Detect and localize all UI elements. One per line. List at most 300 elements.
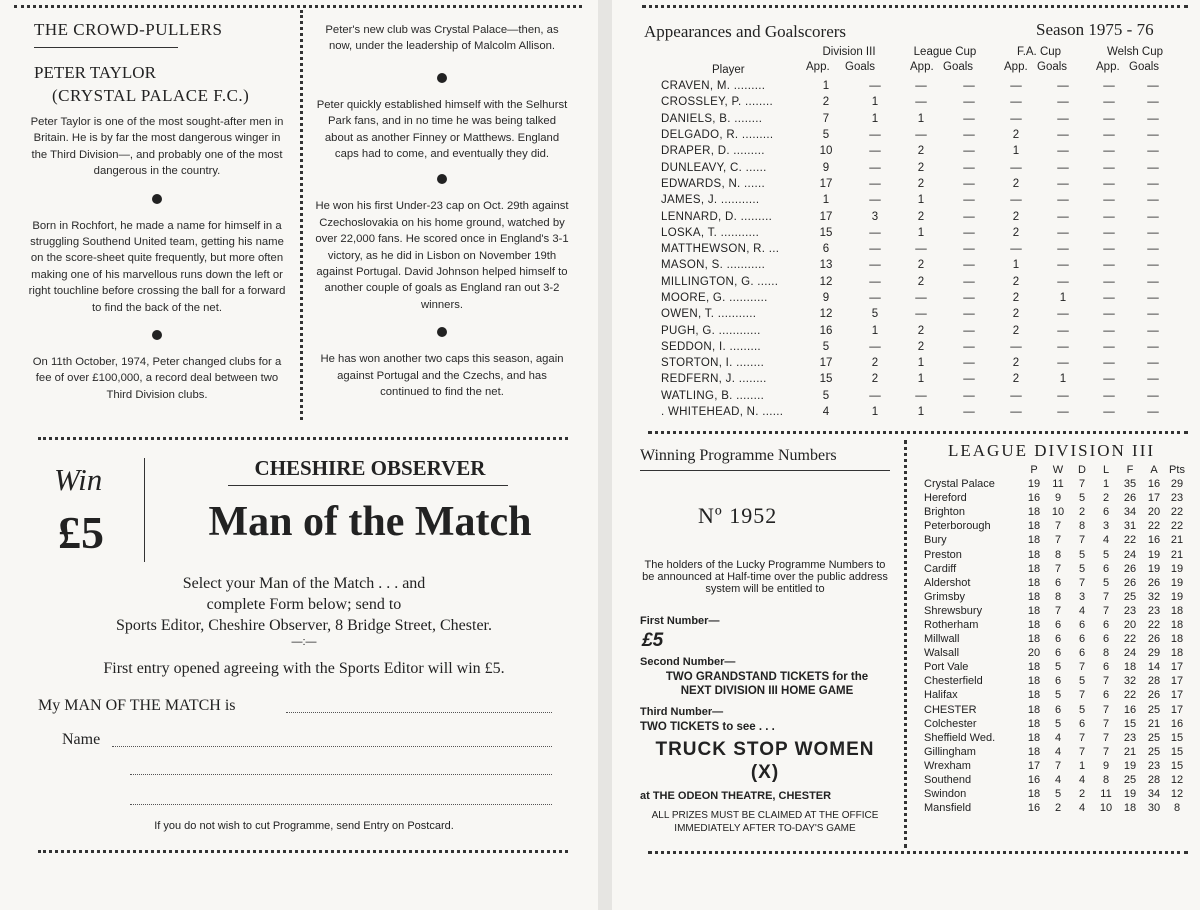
league-column-header: L bbox=[1102, 464, 1110, 476]
league-stat-cell: 5 bbox=[1078, 675, 1086, 688]
address-entry-line[interactable] bbox=[130, 774, 552, 775]
league-stat-cell: 8 bbox=[1102, 647, 1110, 660]
stat-cell: — bbox=[963, 177, 975, 190]
player-name-cell: EDWARDS, N. ...... bbox=[661, 177, 766, 190]
team-name-cell: Swindon bbox=[924, 788, 967, 801]
league-stat-cell: 14 bbox=[1147, 661, 1161, 674]
league-stat-cell: 15 bbox=[1170, 731, 1184, 744]
team-name-cell: Bury bbox=[924, 534, 947, 547]
second-prize: TWO GRANDSTAND TICKETS for the NEXT DIVISION III HOME GAME bbox=[665, 671, 869, 697]
league-row bbox=[922, 505, 1188, 519]
league-stat-cell: 18 bbox=[1027, 703, 1041, 716]
team-name-cell: Aldershot bbox=[924, 576, 971, 589]
stat-cell: — bbox=[869, 226, 881, 239]
stat-cell: — bbox=[1057, 161, 1069, 174]
stat-cell: — bbox=[1057, 406, 1069, 419]
stat-cell: — bbox=[869, 129, 881, 142]
article-paragraph: Born in Rochfort, he made a name for himself in a struggling Southend United team, getting his name on the score-sheet quite frequently, but more often making one of his marvellous runs down the left or right touchline before crossing the ball for a forward to find the back of the net. bbox=[28, 219, 286, 314]
stat-cell: — bbox=[963, 145, 975, 158]
stat-cell: — bbox=[1103, 112, 1115, 125]
league-row bbox=[922, 801, 1188, 815]
article-paragraph: Peter Taylor is one of the most sought-after men in Britain. He is by far the most dangerous winger in the Third Division—, and probably one of the most dangerous in the country. bbox=[30, 116, 284, 178]
league-stat-cell: 6 bbox=[1078, 618, 1086, 631]
league-stat-cell: 8 bbox=[1054, 548, 1062, 561]
league-stat-cell: 12 bbox=[1170, 788, 1184, 801]
stat-cell: — bbox=[1057, 80, 1069, 93]
league-stat-cell: 18 bbox=[1170, 618, 1184, 631]
win-box-rule bbox=[144, 458, 145, 562]
stat-cell: — bbox=[1057, 210, 1069, 223]
stat-cell: 1 bbox=[871, 96, 879, 109]
league-stat-cell: 19 bbox=[1147, 562, 1161, 575]
league-stat-cell: 34 bbox=[1147, 788, 1161, 801]
league-stat-cell: 6 bbox=[1054, 618, 1062, 631]
stat-cell: 2 bbox=[917, 259, 925, 272]
team-name-cell: Halifax bbox=[924, 689, 958, 702]
stat-cell: — bbox=[1010, 80, 1022, 93]
league-row bbox=[922, 717, 1188, 731]
league-stat-cell: 16 bbox=[1027, 774, 1041, 787]
league-stat-cell: 17 bbox=[1027, 759, 1041, 772]
stat-cell: — bbox=[1057, 340, 1069, 353]
stat-cell: — bbox=[869, 340, 881, 353]
league-stat-cell: 22 bbox=[1170, 520, 1184, 533]
stat-cell: — bbox=[963, 80, 975, 93]
top-dotted-border bbox=[642, 5, 1188, 8]
stat-cell: 2 bbox=[1012, 275, 1020, 288]
league-stat-cell: 16 bbox=[1027, 492, 1041, 505]
stat-cell: 2 bbox=[1012, 373, 1020, 386]
stat-cell: 16 bbox=[819, 324, 833, 337]
stat-cell: 1 bbox=[822, 80, 830, 93]
stat-cell: — bbox=[1147, 226, 1159, 239]
address-entry-line[interactable] bbox=[130, 804, 552, 805]
competition-title: Man of the Match bbox=[208, 499, 532, 545]
league-stat-cell: 17 bbox=[1147, 492, 1161, 505]
stat-cell: — bbox=[1103, 275, 1115, 288]
stat-cell: — bbox=[1057, 145, 1069, 158]
league-stat-cell: 8 bbox=[1078, 520, 1086, 533]
league-stat-cell: 7 bbox=[1054, 520, 1062, 533]
article-column-2 bbox=[314, 22, 570, 401]
stat-cell: — bbox=[915, 308, 927, 321]
stat-cell: — bbox=[1010, 389, 1022, 402]
stat-cell: — bbox=[963, 292, 975, 304]
league-stat-cell: 25 bbox=[1147, 703, 1161, 716]
league-stat-cell: 7 bbox=[1102, 703, 1110, 716]
winning-numbers-title: Winning Programme Numbers bbox=[640, 447, 837, 464]
stat-cell: — bbox=[1147, 406, 1159, 419]
league-column-header: A bbox=[1150, 464, 1158, 476]
player-name-cell: OWEN, T. ........... bbox=[661, 308, 757, 321]
article-paragraph: Peter's new club was Crystal Palace—then, as now, under the leadership of Malcolm Allison. bbox=[325, 24, 559, 53]
stat-cell: — bbox=[869, 275, 881, 288]
league-stat-cell: 19 bbox=[1170, 590, 1184, 603]
league-stat-cell: 7 bbox=[1078, 745, 1086, 758]
league-stat-cell: 22 bbox=[1123, 633, 1137, 646]
league-stat-cell: 19 bbox=[1027, 478, 1041, 491]
app-header: App. bbox=[1096, 61, 1120, 73]
player-club: (CRYSTAL PALACE F.C.) bbox=[52, 86, 250, 105]
league-stat-cell: 6 bbox=[1102, 562, 1110, 575]
league-stat-cell: 7 bbox=[1078, 661, 1086, 674]
player-row bbox=[657, 208, 1173, 224]
league-stat-cell: 4 bbox=[1102, 534, 1110, 547]
stat-cell: 2 bbox=[917, 210, 925, 223]
bullet-separator bbox=[437, 174, 447, 184]
stat-cell: — bbox=[869, 194, 881, 207]
league-stat-cell: 5 bbox=[1102, 576, 1110, 589]
third-number-label: Third Number— bbox=[640, 706, 724, 718]
player-column-header: Player bbox=[712, 64, 745, 76]
winning-programme-number: Nº 1952 bbox=[698, 503, 778, 528]
fa-cup-header: F.A. Cup bbox=[1016, 46, 1062, 58]
stat-cell: — bbox=[1103, 373, 1115, 386]
stat-cell: — bbox=[1057, 226, 1069, 239]
stat-cell: — bbox=[1057, 243, 1069, 256]
player-row bbox=[657, 78, 1173, 94]
bottom-dotted-border bbox=[38, 850, 568, 853]
stat-cell: — bbox=[1057, 259, 1069, 272]
motm-entry-field[interactable] bbox=[286, 712, 552, 713]
league-stat-cell: 5 bbox=[1078, 548, 1086, 561]
stat-cell: — bbox=[1103, 96, 1115, 109]
player-row bbox=[657, 143, 1173, 159]
league-stat-cell: 5 bbox=[1054, 788, 1062, 801]
league-stat-cell: 28 bbox=[1147, 774, 1161, 787]
league-stat-cell: 18 bbox=[1027, 661, 1041, 674]
league-stat-cell: 19 bbox=[1123, 759, 1137, 772]
stat-cell: 1 bbox=[917, 406, 925, 419]
bullet-separator bbox=[152, 330, 162, 340]
stat-cell: 2 bbox=[917, 161, 925, 174]
league-stat-cell: 22 bbox=[1123, 534, 1137, 547]
league-stat-cell: 21 bbox=[1170, 548, 1184, 561]
second-number-label: Second Number— bbox=[640, 656, 736, 668]
league-stat-cell: 18 bbox=[1027, 534, 1041, 547]
team-name-cell: Port Vale bbox=[924, 661, 969, 674]
player-name-cell: PUGH, G. ............ bbox=[661, 324, 761, 337]
stat-cell: 17 bbox=[819, 357, 833, 370]
stat-cell: 2 bbox=[917, 177, 925, 190]
stat-cell: — bbox=[1010, 406, 1022, 419]
league-stat-cell: 6 bbox=[1102, 506, 1110, 519]
league-row bbox=[922, 562, 1188, 576]
stat-cell: — bbox=[1010, 194, 1022, 207]
league-row bbox=[922, 533, 1188, 547]
stat-cell: 2 bbox=[1012, 308, 1020, 321]
appearances-table bbox=[657, 78, 1173, 420]
team-name-cell: Cardiff bbox=[924, 562, 957, 575]
stat-cell: 5 bbox=[822, 129, 830, 142]
league-stat-cell: 23 bbox=[1147, 759, 1161, 772]
league-stat-cell: 19 bbox=[1147, 548, 1161, 561]
column-divider bbox=[300, 10, 303, 420]
stat-cell: 2 bbox=[871, 357, 879, 370]
league-stat-cell: 35 bbox=[1123, 478, 1137, 491]
player-row bbox=[657, 159, 1173, 175]
stat-cell: — bbox=[1147, 308, 1159, 321]
team-name-cell: Hereford bbox=[924, 492, 967, 505]
league-row bbox=[922, 660, 1188, 674]
stat-cell: — bbox=[1103, 340, 1115, 353]
competition-instructions bbox=[44, 573, 564, 636]
league-stat-cell: 18 bbox=[1123, 661, 1137, 674]
stat-cell: — bbox=[1147, 145, 1159, 158]
player-name-cell: STORTON, I. ........ bbox=[661, 357, 765, 370]
player-name-cell: MILLINGTON, G. ...... bbox=[661, 275, 779, 288]
league-stat-cell: 5 bbox=[1054, 689, 1062, 702]
league-stat-cell: 22 bbox=[1123, 689, 1137, 702]
player-row bbox=[657, 241, 1173, 257]
league-stat-cell: 16 bbox=[1027, 802, 1041, 815]
league-row bbox=[922, 731, 1188, 745]
league-stat-cell: 4 bbox=[1054, 774, 1062, 787]
team-name-cell: Peterborough bbox=[924, 520, 991, 533]
league-row bbox=[922, 547, 1188, 561]
league-stat-cell: 5 bbox=[1078, 492, 1086, 505]
stat-cell: — bbox=[915, 292, 927, 304]
league-stat-cell: 9 bbox=[1102, 759, 1110, 772]
league-stat-cell: 29 bbox=[1147, 647, 1161, 660]
stat-cell: — bbox=[1057, 129, 1069, 142]
stat-cell: 2 bbox=[1012, 292, 1020, 304]
league-column-header: D bbox=[1078, 464, 1086, 476]
league-stat-cell: 12 bbox=[1170, 774, 1184, 787]
league-stat-cell: 7 bbox=[1054, 562, 1062, 575]
stat-cell: — bbox=[1147, 243, 1159, 256]
league-stat-cell: 8 bbox=[1102, 774, 1110, 787]
small-divider: —:— bbox=[291, 636, 317, 648]
league-stat-cell: 20 bbox=[1027, 647, 1041, 660]
stat-cell: 1 bbox=[917, 112, 925, 125]
stat-cell: 15 bbox=[819, 226, 833, 239]
player-name-cell: DANIELS, B. ........ bbox=[661, 112, 763, 125]
league-stat-cell: 6 bbox=[1054, 647, 1062, 660]
league-row bbox=[922, 759, 1188, 773]
stat-cell: 10 bbox=[819, 145, 833, 158]
stat-cell: — bbox=[1010, 161, 1022, 174]
crowd-pullers-heading: THE CROWD-PULLERS bbox=[34, 20, 223, 39]
stat-cell: 1 bbox=[1012, 145, 1020, 158]
league-stat-cell: 19 bbox=[1123, 788, 1137, 801]
team-name-cell: Preston bbox=[924, 548, 962, 561]
stat-cell: 1 bbox=[917, 226, 925, 239]
league-stat-cell: 6 bbox=[1078, 717, 1086, 730]
stat-cell: — bbox=[1103, 80, 1115, 93]
stat-cell: — bbox=[869, 259, 881, 272]
stat-cell: — bbox=[1010, 340, 1022, 353]
league-stat-cell: 3 bbox=[1102, 520, 1110, 533]
division-iii-header: Division III bbox=[822, 46, 876, 58]
team-name-cell: Mansfield bbox=[924, 802, 972, 815]
player-name-cell: WATLING, B. ........ bbox=[661, 389, 765, 402]
stat-cell: — bbox=[1010, 96, 1022, 109]
top-dotted-border bbox=[14, 5, 582, 8]
stat-cell: — bbox=[1057, 357, 1069, 370]
stat-cell: — bbox=[1103, 308, 1115, 321]
stat-cell: — bbox=[1147, 292, 1159, 304]
league-row bbox=[922, 646, 1188, 660]
stat-cell: — bbox=[1057, 308, 1069, 321]
stat-cell: — bbox=[869, 389, 881, 402]
league-row bbox=[922, 491, 1188, 505]
league-column-header: Pts bbox=[1169, 464, 1185, 476]
league-stat-cell: 9 bbox=[1054, 492, 1062, 505]
stat-cell: 2 bbox=[917, 340, 925, 353]
stat-cell: — bbox=[1103, 129, 1115, 142]
league-stat-cell: 18 bbox=[1027, 548, 1041, 561]
stat-cell: — bbox=[1147, 373, 1159, 386]
league-stat-cell: 17 bbox=[1170, 703, 1184, 716]
stat-cell: — bbox=[1103, 406, 1115, 419]
league-stat-cell: 18 bbox=[1170, 604, 1184, 617]
stat-cell: — bbox=[963, 194, 975, 207]
league-stat-cell: 5 bbox=[1078, 703, 1086, 716]
league-stat-cell: 25 bbox=[1123, 774, 1137, 787]
league-stat-cell: 18 bbox=[1027, 731, 1041, 744]
stat-cell: — bbox=[1103, 259, 1115, 272]
stat-cell: 2 bbox=[917, 324, 925, 337]
team-name-cell: Gillingham bbox=[924, 745, 976, 758]
player-row bbox=[657, 192, 1173, 208]
player-name-cell: SEDDON, I. ......... bbox=[661, 340, 761, 353]
league-stat-cell: 5 bbox=[1054, 717, 1062, 730]
team-name-cell: CHESTER bbox=[924, 703, 977, 716]
name-entry-field[interactable] bbox=[112, 746, 552, 747]
league-stat-cell: 26 bbox=[1123, 562, 1137, 575]
team-name-cell: Grimsby bbox=[924, 590, 965, 603]
player-name-cell: MOORE, G. ........... bbox=[661, 292, 768, 304]
league-stat-cell: 4 bbox=[1078, 604, 1086, 617]
league-stat-cell: 7 bbox=[1054, 534, 1062, 547]
league-stat-cell: 6 bbox=[1054, 576, 1062, 589]
league-stat-cell: 26 bbox=[1147, 689, 1161, 702]
stat-cell: 1 bbox=[1059, 373, 1067, 386]
bullet-separator bbox=[152, 194, 162, 204]
stat-cell: — bbox=[963, 96, 975, 109]
stat-cell: — bbox=[869, 292, 881, 304]
team-name-cell: Walsall bbox=[924, 647, 960, 660]
team-name-cell: Wrexham bbox=[924, 759, 971, 772]
stat-cell: — bbox=[1103, 357, 1115, 370]
app-header: App. bbox=[806, 61, 830, 73]
stat-cell: — bbox=[963, 210, 975, 223]
league-stat-cell: 20 bbox=[1147, 506, 1161, 519]
bottom-dotted-border bbox=[648, 851, 1188, 854]
league-row bbox=[922, 604, 1188, 618]
stat-cell: 2 bbox=[822, 96, 830, 109]
league-stat-cell: 23 bbox=[1123, 731, 1137, 744]
player-name-cell: REDFERN, J. ........ bbox=[661, 373, 767, 386]
season-label: Season 1975 - 76 bbox=[1036, 20, 1154, 39]
league-stat-cell: 18 bbox=[1027, 689, 1041, 702]
player-row bbox=[657, 225, 1173, 241]
stat-cell: — bbox=[1147, 80, 1159, 93]
league-stat-cell: 34 bbox=[1123, 506, 1137, 519]
app-header: App. bbox=[910, 61, 934, 73]
league-stat-cell: 17 bbox=[1170, 661, 1184, 674]
player-row bbox=[657, 404, 1173, 420]
stat-cell: — bbox=[1147, 259, 1159, 272]
league-stat-cell: 26 bbox=[1147, 633, 1161, 646]
league-stat-cell: 17 bbox=[1170, 689, 1184, 702]
article-paragraph: He has won another two caps this season, again against Portugal and the Czechs, and has continued to find the net. bbox=[320, 353, 564, 399]
holders-notice: The holders of the Lucky Programme Numbers to be announced at Half-time over the public address system will be entitled to bbox=[642, 559, 888, 595]
stat-cell: — bbox=[963, 389, 975, 402]
stat-cell: 6 bbox=[822, 243, 830, 256]
league-stat-cell: 8 bbox=[1054, 590, 1062, 603]
league-stat-cell: 26 bbox=[1123, 492, 1137, 505]
league-stat-cell: 19 bbox=[1170, 576, 1184, 589]
stat-cell: — bbox=[915, 243, 927, 256]
stat-cell: — bbox=[963, 340, 975, 353]
stat-cell: — bbox=[1147, 177, 1159, 190]
league-stat-cell: 7 bbox=[1078, 689, 1086, 702]
appearances-title: Appearances and Goalscorers bbox=[644, 22, 847, 41]
league-stat-cell: 11 bbox=[1052, 478, 1064, 491]
win-box bbox=[44, 456, 144, 566]
first-entry-rule: First entry opened agreeing with the Sports Editor will win £5. bbox=[103, 660, 505, 677]
league-stat-cell: 5 bbox=[1078, 562, 1086, 575]
team-name-cell: Chesterfield bbox=[924, 675, 983, 688]
stat-cell: 13 bbox=[819, 259, 833, 272]
team-name-cell: Shrewsbury bbox=[924, 604, 983, 617]
stat-cell: — bbox=[1103, 161, 1115, 174]
league-stat-cell: 23 bbox=[1123, 604, 1137, 617]
stat-cell: 2 bbox=[1012, 210, 1020, 223]
stat-cell: — bbox=[963, 243, 975, 256]
league-row bbox=[922, 618, 1188, 632]
player-name-cell: CROSSLEY, P. ........ bbox=[661, 96, 773, 109]
league-stat-cell: 16 bbox=[1123, 703, 1137, 716]
stat-cell: — bbox=[1147, 389, 1159, 402]
stat-cell: — bbox=[963, 406, 975, 419]
stat-cell: — bbox=[963, 226, 975, 239]
bullet-separator bbox=[437, 327, 447, 337]
instruction-line: Sports Editor, Cheshire Observer, 8 Bridge Street, Chester. bbox=[116, 617, 492, 634]
stat-cell: — bbox=[963, 275, 975, 288]
stat-cell: 2 bbox=[1012, 129, 1020, 142]
league-stat-cell: 30 bbox=[1147, 802, 1161, 815]
stat-cell: — bbox=[1057, 194, 1069, 207]
stat-cell: — bbox=[1057, 389, 1069, 402]
instruction-line: complete Form below; send to bbox=[206, 596, 402, 613]
league-stat-cell: 6 bbox=[1102, 661, 1110, 674]
stat-cell: — bbox=[1103, 226, 1115, 239]
stat-cell: 3 bbox=[871, 210, 879, 223]
league-stat-cell: 4 bbox=[1054, 731, 1062, 744]
section-dotted-border bbox=[648, 431, 1188, 434]
league-stat-cell: 6 bbox=[1054, 675, 1062, 688]
stat-cell: — bbox=[869, 243, 881, 256]
league-stat-cell: 21 bbox=[1123, 745, 1137, 758]
player-name-cell: MATTHEWSON, R. ... bbox=[661, 243, 780, 256]
team-name-cell: Rotherham bbox=[924, 618, 979, 631]
league-stat-cell: 2 bbox=[1078, 788, 1086, 801]
league-stat-cell: 7 bbox=[1078, 534, 1086, 547]
league-stat-cell: 5 bbox=[1054, 661, 1062, 674]
stat-cell: — bbox=[1147, 161, 1159, 174]
third-prize: TWO TICKETS to see . . . bbox=[640, 721, 775, 733]
league-stat-cell: 18 bbox=[1027, 576, 1041, 589]
stat-cell: 2 bbox=[1012, 177, 1020, 190]
league-header-row bbox=[922, 463, 1188, 477]
player-row bbox=[657, 339, 1173, 355]
player-name-cell: JAMES, J. ........... bbox=[661, 194, 760, 207]
goals-header: Goals bbox=[1129, 61, 1160, 73]
league-stat-cell: 18 bbox=[1027, 590, 1041, 603]
